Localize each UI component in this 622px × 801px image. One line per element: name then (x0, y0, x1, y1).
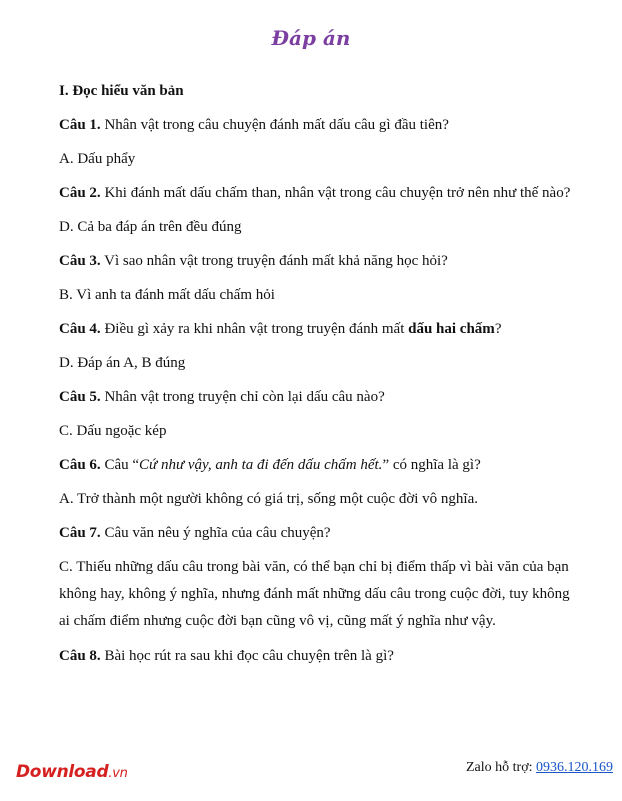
question-6 (59, 452, 584, 478)
support-contact (466, 760, 613, 776)
question-7 (59, 520, 584, 546)
answer-2: D. Cả ba đáp án trên đều đúng (59, 219, 242, 235)
logo-suffix: .vn (108, 766, 128, 781)
download-logo[interactable] (16, 762, 128, 782)
question-text-end: ? (494, 321, 502, 337)
question-number: Câu 1. (59, 117, 101, 133)
question-8 (59, 643, 584, 669)
question-number: Câu 2. (59, 185, 101, 201)
answer-4: D. Đáp án A, B đúng (59, 355, 186, 371)
answer-1: A. Dấu phẩy (59, 151, 136, 167)
answer-6: A. Trở thành một người không có giá trị, sống một cuộc đời vô nghĩa. (59, 491, 478, 507)
question-number: Câu 3. (59, 253, 101, 269)
question-number: Câu 6. (59, 457, 101, 473)
question-2 (59, 180, 584, 206)
question-5 (59, 384, 584, 410)
question-4 (59, 316, 584, 342)
question-3 (59, 248, 584, 274)
question-number: Câu 4. (59, 321, 101, 337)
answer-5: C. Dấu ngoặc kép (59, 423, 167, 439)
question-text: Câu văn nêu ý nghĩa của câu chuyện? (100, 525, 331, 541)
answer-7: C. Thiếu những dấu câu trong bài văn, có thể bạn chỉ bị điểm thấp vì bài văn của bạn không hay, không ý nghĩa, nhưng đánh mất những dấu câu trong cuộc đời, tuy không ai chấm điểm nhưng cuộc đời bạn cũng vô vị, cũng mất ý nghĩa như vậy. (59, 559, 570, 629)
question-emphasis: dấu hai chấm (408, 321, 495, 337)
question-1 (59, 112, 584, 138)
question-number: Câu 7. (59, 525, 101, 541)
section-heading: I. Đọc hiểu văn bản (59, 83, 184, 99)
question-text: Câu “ (100, 457, 140, 473)
question-text: Nhân vật trong truyện chỉ còn lại dấu câu nào? (100, 389, 385, 405)
question-quote: Cứ như vậy, anh ta đi đến dấu chấm hết. (139, 457, 383, 473)
page-title: Đáp án (271, 26, 351, 50)
question-text: Bài học rút ra sau khi đọc câu chuyện trên là gì? (100, 648, 394, 664)
question-text: Khi đánh mất dấu chấm than, nhân vật trong câu chuyện trở nên như thế nào? (100, 185, 571, 201)
question-number: Câu 8. (59, 648, 101, 664)
answer-content (59, 78, 584, 677)
logo-main-text: Download (16, 762, 109, 782)
question-number: Câu 5. (59, 389, 101, 405)
support-phone-link[interactable]: 0936.120.169 (536, 760, 613, 775)
question-text: Điều gì xảy ra khi nhân vật trong truyện đánh mất (100, 321, 409, 337)
question-text: Nhân vật trong câu chuyện đánh mất dấu câu gì đầu tiên? (100, 117, 449, 133)
question-text: Vì sao nhân vật trong truyện đánh mất khả năng học hỏi? (100, 253, 448, 269)
question-text-end: ” có nghĩa là gì? (382, 457, 481, 473)
answer-3: B. Vì anh ta đánh mất dấu chấm hỏi (59, 287, 275, 303)
support-label: Zalo hỗ trợ: (466, 760, 536, 775)
